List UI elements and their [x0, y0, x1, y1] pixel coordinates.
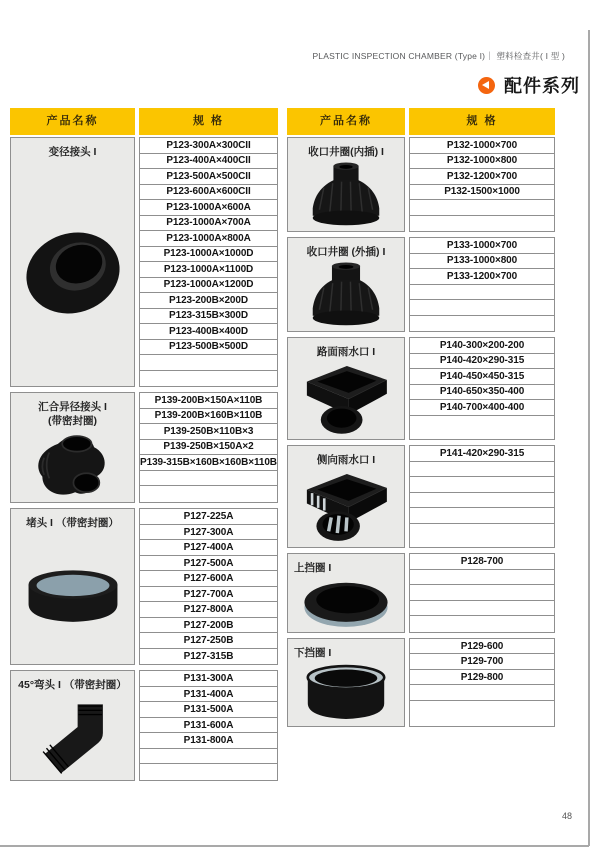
spec-cell-empty — [410, 462, 554, 478]
spec-cell-empty — [410, 524, 554, 540]
product-name-line: 收口井圈(内插) I — [308, 146, 384, 158]
closing-ring-inner-image — [288, 159, 404, 231]
product-table-closing-ring-inner — [287, 108, 555, 232]
product-name-cell — [10, 508, 135, 665]
wye-reducer-joint-image — [11, 428, 134, 502]
spec-cell-empty — [140, 471, 277, 487]
spec-cell-empty — [140, 371, 277, 387]
spec-column — [139, 670, 278, 781]
spec-cell: P133-1200×700 — [410, 269, 554, 285]
page-edge-right — [588, 30, 590, 846]
spec-cell-empty — [410, 585, 554, 601]
spec-cell: P132-1500×1000 — [410, 185, 554, 201]
spec-cell-empty — [410, 416, 554, 432]
spec-cell: P127-400A — [140, 540, 277, 556]
product-name-cell — [287, 137, 405, 232]
spec-cell: P140-420×290-315 — [410, 354, 554, 370]
left-arrow-icon — [478, 77, 495, 94]
product-table-reducer-joint — [10, 108, 278, 387]
product-name — [11, 400, 134, 428]
elbow-45-image — [11, 693, 134, 780]
spec-cell: P131-500A — [140, 702, 277, 718]
spec-cell: P127-800A — [140, 602, 277, 618]
spec-cell: P123-1000A×1000D — [140, 247, 277, 263]
spec-cell: P127-700A — [140, 587, 277, 603]
spec-cell: P123-1000A×800A — [140, 231, 277, 247]
product-name-line: 路面雨水口 I — [316, 346, 376, 358]
spec-column — [139, 508, 278, 665]
spec-column — [409, 445, 555, 548]
table-body — [287, 445, 555, 548]
product-name — [11, 516, 134, 530]
plug-image — [11, 531, 134, 665]
spec-column — [139, 392, 278, 503]
spec-cell: P139-200B×160B×110B — [140, 409, 277, 425]
product-name-line: 上挡圈 I — [294, 562, 332, 575]
spec-cell: P123-400A×400CII — [140, 154, 277, 170]
spec-cell: P139-315B×160B×160B×110B — [140, 455, 277, 471]
spec-cell-empty — [410, 285, 554, 301]
spec-cell: P127-500A — [140, 556, 277, 572]
spec-cell-empty — [410, 570, 554, 586]
spec-cell: P127-200B — [140, 618, 277, 634]
left-arrow-triangle — [482, 81, 489, 89]
table-header-row — [10, 108, 278, 135]
spec-cell-empty — [140, 355, 277, 371]
table-body — [287, 337, 555, 440]
document-title: PLASTIC INSPECTION CHAMBER (Type I)｜ 塑料检查井( I 型 ) — [312, 51, 565, 61]
product-name — [288, 453, 404, 467]
product-name — [288, 561, 404, 575]
product-name — [11, 678, 134, 692]
column-header-spec: 规 格 — [139, 108, 278, 135]
product-name-cell — [10, 137, 135, 387]
spec-cell: P123-500A×500CII — [140, 169, 277, 185]
spec-cell: P123-300A×300CII — [140, 138, 277, 154]
spec-cell: P123-1000A×700A — [140, 216, 277, 232]
spec-column — [409, 337, 555, 440]
spec-cell: P127-300A — [140, 525, 277, 541]
table-body — [10, 508, 278, 665]
spec-cell-empty — [140, 486, 277, 502]
table-body — [287, 137, 555, 232]
product-name — [288, 145, 404, 159]
spec-cell: P127-250B — [140, 633, 277, 649]
product-table-side-rain-inlet — [287, 445, 555, 548]
spec-cell-empty — [410, 493, 554, 509]
spec-cell: P127-600A — [140, 571, 277, 587]
product-name-line: 变径接头 I — [48, 146, 97, 158]
product-name-cell — [287, 553, 405, 633]
right-table-column — [287, 108, 555, 732]
spec-cell-empty — [410, 685, 554, 701]
page-edge-bottom — [0, 845, 589, 847]
road-rain-inlet-image — [288, 359, 404, 439]
spec-cell: P141-420×290-315 — [410, 446, 554, 462]
product-name — [288, 245, 404, 259]
section-title: 配件系列 — [504, 76, 580, 96]
table-body — [287, 638, 555, 727]
spec-column — [409, 638, 555, 727]
spec-cell: P140-450×450-315 — [410, 369, 554, 385]
product-table-wye-reducer-joint — [10, 392, 278, 503]
spec-cell: P140-650×350-400 — [410, 385, 554, 401]
spec-cell-empty — [410, 316, 554, 332]
side-rain-inlet-image — [288, 467, 404, 547]
spec-cell: P128-700 — [410, 554, 554, 570]
product-name-cell — [287, 337, 405, 440]
spec-cell: P132-1000×800 — [410, 154, 554, 170]
spec-cell-empty — [410, 601, 554, 617]
spec-cell: P129-800 — [410, 670, 554, 686]
spec-cell: P133-1000×700 — [410, 238, 554, 254]
spec-cell: P131-600A — [140, 718, 277, 734]
spec-cell: P123-315B×300D — [140, 309, 277, 325]
spec-cell-empty — [410, 616, 554, 632]
product-name-cell — [287, 638, 405, 727]
spec-cell-empty — [410, 300, 554, 316]
table-body — [287, 553, 555, 633]
product-name-cell — [287, 445, 405, 548]
spec-column — [409, 237, 555, 332]
spec-cell: P139-250B×110B×3 — [140, 424, 277, 440]
spec-cell-empty — [410, 216, 554, 232]
product-table-upper-stop-ring — [287, 553, 555, 633]
spec-cell: P123-200B×200D — [140, 293, 277, 309]
spec-cell: P131-800A — [140, 733, 277, 749]
table-body — [10, 137, 278, 387]
spec-cell: P139-250B×150A×2 — [140, 440, 277, 456]
lower-stop-ring-image — [288, 660, 404, 726]
product-name-cell — [10, 670, 135, 781]
product-name — [288, 345, 404, 359]
spec-cell: P140-300×200-200 — [410, 338, 554, 354]
product-name-line: 45°弯头 I （带密封圈） — [18, 679, 127, 692]
product-name-line: 堵头 I （带密封圈） — [26, 517, 119, 530]
product-table-closing-ring-outer — [287, 237, 555, 332]
spec-column — [409, 137, 555, 232]
product-table-road-rain-inlet — [287, 337, 555, 440]
spec-cell: P123-1000A×1100D — [140, 262, 277, 278]
column-header-name: 产品名称 — [10, 108, 135, 135]
spec-cell: P132-1000×700 — [410, 138, 554, 154]
spec-cell-empty — [410, 701, 554, 717]
table-body — [10, 670, 278, 781]
spec-cell: P133-1000×800 — [410, 254, 554, 270]
product-name-cell — [287, 237, 405, 332]
column-header-spec: 规 格 — [409, 108, 555, 135]
table-body — [10, 392, 278, 503]
spec-cell: P123-400B×400D — [140, 324, 277, 340]
page-number: 48 — [561, 811, 572, 821]
product-name-line: 下挡圈 I — [294, 646, 332, 659]
spec-cell-empty — [140, 749, 277, 765]
reducer-joint-image — [11, 159, 134, 386]
spec-cell: P129-600 — [410, 639, 554, 655]
column-header-name: 产品名称 — [287, 108, 405, 135]
spec-cell: P129-700 — [410, 654, 554, 670]
product-name-cell — [10, 392, 135, 503]
product-name-line: (带密封圈) — [48, 415, 97, 428]
spec-cell: P123-600A×600CII — [140, 185, 277, 201]
table-header-row — [287, 108, 555, 135]
section-title-row — [478, 72, 580, 98]
spec-cell: P123-1000A×1200D — [140, 278, 277, 294]
spec-cell: P123-500B×500D — [140, 340, 277, 356]
product-name-line: 汇合异径接头 I — [38, 401, 107, 413]
left-table-column — [10, 108, 278, 786]
table-body — [287, 237, 555, 332]
product-name — [288, 646, 404, 660]
product-table-lower-stop-ring — [287, 638, 555, 727]
spec-cell: P132-1200×700 — [410, 169, 554, 185]
product-name — [11, 145, 134, 159]
spec-cell: P140-700×400-400 — [410, 400, 554, 416]
spec-column — [409, 553, 555, 633]
spec-cell: P131-400A — [140, 687, 277, 703]
product-name-line: 收口井圈 (外插) I — [306, 246, 386, 258]
spec-cell-empty — [140, 764, 277, 780]
spec-cell: P127-315B — [183, 651, 234, 663]
spec-cell-empty — [410, 200, 554, 216]
spec-cell-empty — [410, 477, 554, 493]
closing-ring-outer-image — [288, 259, 404, 331]
product-table-plug — [10, 508, 278, 665]
spec-cell: P127-225A — [140, 509, 277, 525]
upper-stop-ring-image — [288, 576, 404, 632]
spec-cell: P139-200B×150A×110B — [140, 393, 277, 409]
spec-column — [139, 137, 278, 387]
product-table-elbow-45 — [10, 670, 278, 781]
spec-cell: P131-300A — [140, 671, 277, 687]
product-name-line: 侧向雨水口 I — [316, 454, 376, 467]
spec-cell-empty — [410, 508, 554, 524]
spec-cell: P123-1000A×600A — [140, 200, 277, 216]
